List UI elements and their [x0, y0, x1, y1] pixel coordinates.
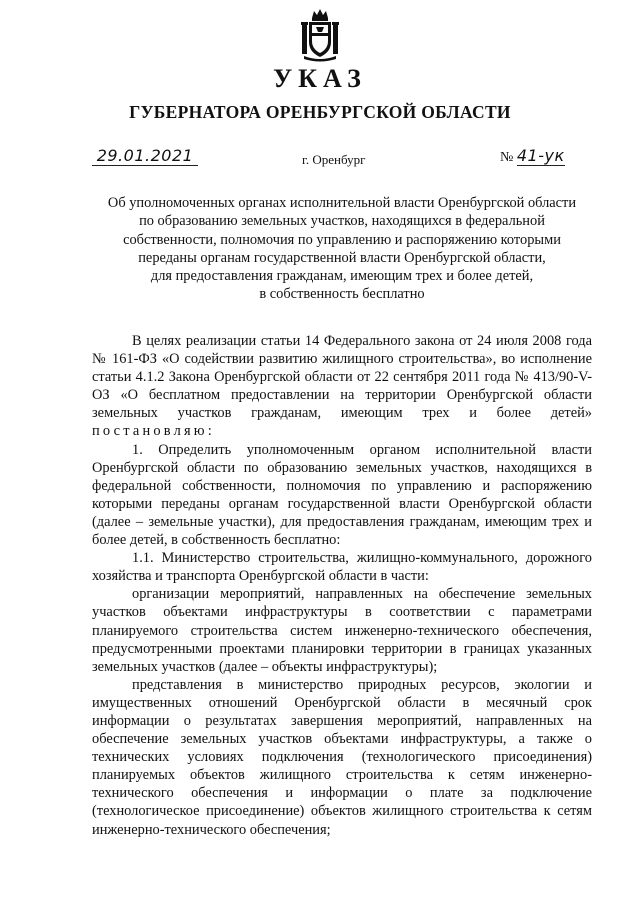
- number-value: 41-ук: [516, 146, 565, 165]
- subject-line: в собственность бесплатно: [259, 286, 425, 303]
- document-type-title: УКАЗ: [273, 64, 367, 93]
- clause-1-1-b: представления в министерство природных ресурсов, экологии и имущественных отношений Оренбургской области в месячный срок информации о результатах завершения мероприятий, направленных на обеспечение земельных участков объектами инфраструктуры, а также о технических условиях подключения (технологического присоединения) планируемых объектов жилищного строительства к сетям инженерно-технического обеспечения и информации о плате за подключение (технологическое присоединение) объектов жилищного строительства к сетям инженерно-технического обеспечения;: [92, 676, 592, 838]
- oblast-coat-of-arms-icon: [300, 8, 340, 62]
- issuer-title: ГУБЕРНАТОРА ОРЕНБУРГСКОЙ ОБЛАСТИ: [129, 102, 511, 122]
- subject-line: переданы органам государственной власти Оренбургской области,: [138, 249, 546, 266]
- preamble-text: В целях реализации статьи 14 Федерального закона от 24 июля 2008 года № 161-ФЗ «О содействии развитию жилищного строительства», во исполнение статьи 4.1.2 Закона Оренбургской области от 22 сентября 2011 года № 413/90-V-ОЗ «О бесплатном предоставлении на территории Оренбургской области земельных участков гражданам, имеющим трех и более детей»: [92, 333, 592, 422]
- decree-number: [500, 146, 565, 166]
- decree-body: [92, 332, 592, 839]
- decree-subject: [92, 194, 592, 304]
- subject-line: собственности, полномочия по управлению и распоряжению которыми: [123, 231, 561, 248]
- subject-line: по образованию земельных участков, находящихся в федеральной: [139, 213, 545, 230]
- decree-word: постановляю:: [92, 423, 215, 440]
- number-sign: №: [500, 150, 514, 165]
- clause-1-1: 1.1. Министерство строительства, жилищно-коммунального, дорожного хозяйства и транспорта Оренбургской области в части:: [92, 550, 592, 585]
- subject-line: для предоставления гражданам, имеющим трех и более детей,: [150, 268, 534, 285]
- subject-line: Об уполномоченных органах исполнительной власти Оренбургской области: [107, 195, 577, 211]
- preamble-paragraph: [92, 332, 592, 441]
- clause-1: 1. Определить уполномоченным органом исполнительной власти Оренбургской области по образованию земельных участков, находящихся в федеральной собственности, полномочия по управлению и распоряжению которыми переданы органам государственной власти Оренбургской области (далее – земельные участки), для предоставления гражданам, имеющим трех и более детей, в собственность бесплатно:: [92, 441, 592, 549]
- clause-1-1-a: организации мероприятий, направленных на обеспечение земельных участков объектами инфраструктуры в соответствии с параметрами планируемого строительства систем инженерно-технического обеспечения, предусмотренными проектами планировки территории в границах указанных земельных участков (далее – объекты инфраструктуры);: [92, 586, 592, 675]
- decree-date: 29.01.2021: [92, 146, 198, 166]
- decree-city: г. Оренбург: [302, 152, 366, 167]
